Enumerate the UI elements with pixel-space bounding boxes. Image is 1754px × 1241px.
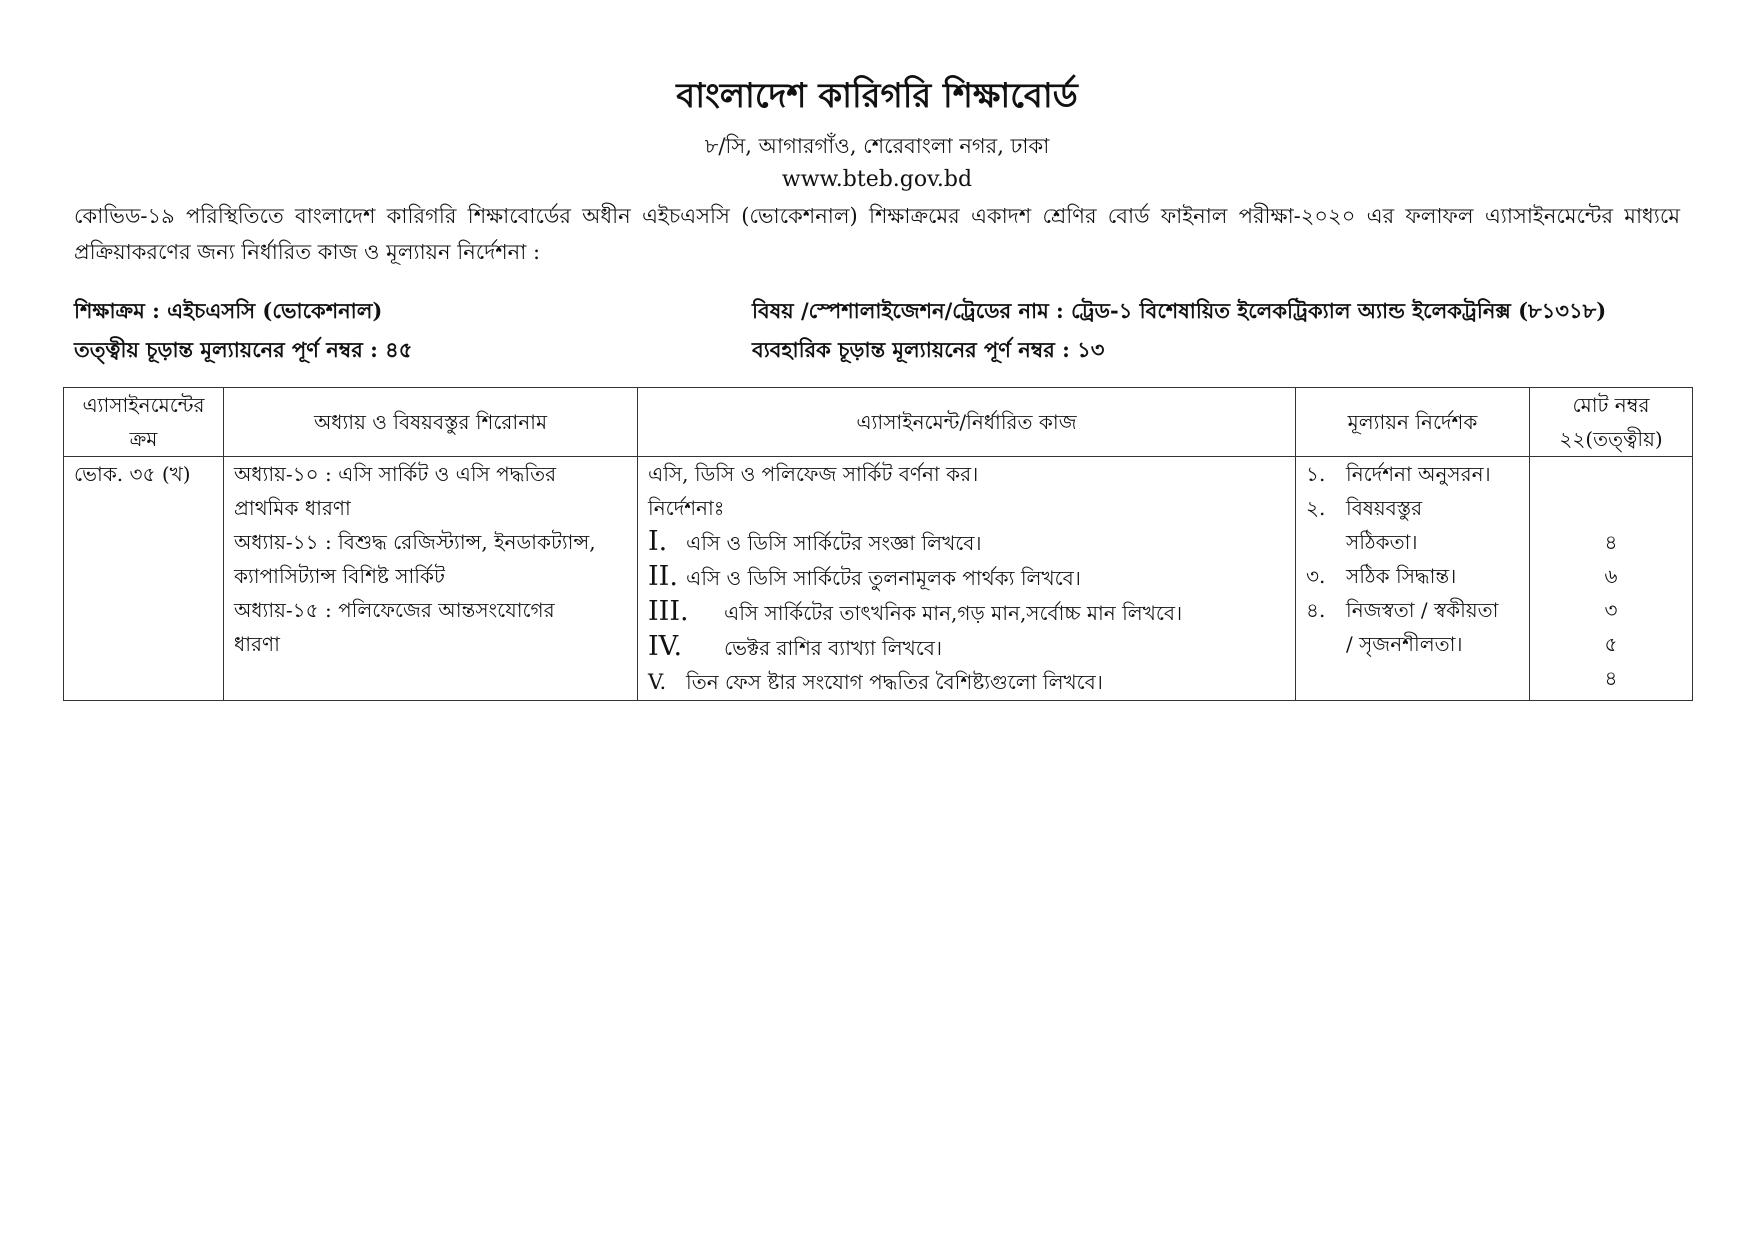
task-item [648,595,1285,630]
marks-spacer [1540,457,1682,525]
criteria-text [1346,457,1519,491]
criteria-item [1306,457,1519,491]
task-title: এসি, ডিসি ও পলিফেজ সার্কিট বর্ণনা কর। [648,462,979,486]
cell-serial: ভোক. ৩৫ (খ) [64,457,224,701]
header-task: এ্যাসাইনমেন্ট/নির্ধারিত কাজ [638,388,1296,457]
chapter-line: প্রাথমিক ধারণা [234,496,351,520]
criteria-text [1346,491,1519,559]
header-chapter: অধ্যায় ও বিষয়বস্তুর শিরোনাম [224,388,638,457]
chapter-line: ক্যাপাসিট্যান্স বিশিষ্ট সার্কিট [234,564,445,588]
task-item-number: III. [648,596,689,627]
marks-value: ৫ [1604,632,1618,656]
criteria-line: নিজস্বতা / স্বকীয়তা [1346,598,1499,622]
criteria-text [1346,559,1519,593]
board-website: www.bteb.gov.bd [781,167,973,192]
cell-criteria [1296,457,1530,701]
header-serial [64,388,224,457]
task-item [648,665,1285,699]
curriculum-label: শিক্ষাক্রম : এইচএসসি (ভোকেশনাল) [74,298,383,323]
chapter-line: অধ্যায়-১১ : বিশুদ্ধ রেজিস্ট্যান্স, ইনডাকট্যান্স, [234,530,596,554]
marks-value: ৩ [1604,598,1618,622]
theory-marks-label: তত্ত্বীয় চূড়ান্ত মূল্যায়নের পূর্ণ নম্বর : ৪৫ [74,337,413,362]
criteria-number: ৪. [1306,598,1326,622]
header-marks [1530,388,1693,457]
task-item-number: I. [648,526,668,557]
intro-paragraph: কোভিড-১৯ পরিস্থিতিতে বাংলাদেশ কারিগরি শিক্ষাবোর্ডের অধীন এইচএসসি (ভোকেশনাল) শিক্ষাক্রমের একাদশ শ্রেণির বোর্ড ফাইনাল পরীক্ষা-২০২০ এর ফলাফল এ্যাসাইনমেন্টের মাধ্যমে প্রক্রিয়াকরণের জন্য নির্ধারিত কাজ ও মূল্যায়ন নির্দেশনা : [74,204,1680,264]
cell-task [638,457,1296,701]
header-marks-line2: ২২(তত্ত্বীয়) [1559,427,1663,451]
header-criteria: মূল্যায়ন নির্দেশক [1296,388,1530,457]
task-item-text: ভেক্টর রাশির ব্যাখ্যা লিখবে। [724,636,943,660]
table-header-row [64,388,1693,457]
task-instruction-label: নির্দেশনাঃ [648,496,725,520]
criteria-number: ৩. [1306,564,1326,588]
criteria-line: বিষয়বস্তুর [1346,496,1423,520]
task-item-number: IV. [648,631,683,662]
criteria-line: সঠিক সিদ্ধান্ত। [1346,564,1457,588]
criteria-item [1306,593,1519,661]
task-item [648,560,1285,595]
cell-chapters [224,457,638,701]
header-serial-line1: এ্যাসাইনমেন্টের [82,393,205,417]
assignment-table [63,387,1693,701]
header-serial-line2: ক্রম [129,427,158,451]
header-marks-line1: মোট নম্বর [1572,393,1650,417]
marks-value: ৪ [1604,666,1618,690]
subject-label: বিষয় /স্পেশালাইজেশন/ট্রেডের নাম : ট্রেড-১ বিশেষায়িত ইলেকট্রিক্যাল অ্যান্ড ইলেকট্রনিক্স (৮১৩১৮) [752,298,1607,323]
criteria-line: নির্দেশনা অনুসরন। [1346,462,1491,486]
task-item-text: এসি ও ডিসি সার্কিটের তুলনামূলক পার্থক্য লিখবে। [686,566,1081,590]
practical-marks-label: ব্যবহারিক চূড়ান্ত মূল্যায়নের পূর্ণ নম্বর : ১৩ [752,337,1105,362]
criteria-item [1306,559,1519,593]
task-item [648,525,1285,560]
table-row [64,457,1693,701]
criteria-number: ১. [1306,462,1326,486]
task-item-text: এসি সার্কিটের তাৎখনিক মান,গড় মান,সর্বোচ্চ মান লিখবে। [724,601,1183,625]
task-item-number: II. [648,561,678,592]
marks-value: ৬ [1604,564,1618,588]
board-title: বাংলাদেশ কারিগরি শিক্ষাবোর্ড [676,76,1078,116]
marks-value: ৪ [1604,530,1618,554]
criteria-text [1346,593,1519,661]
criteria-line: সঠিকতা। [1346,530,1418,554]
task-item-number: V. [648,670,667,694]
task-item-text: তিন ফেস ষ্টার সংযোগ পদ্ধতির বৈশিষ্ট্যগুলো লিখবে। [686,670,1103,694]
criteria-number: ২. [1306,496,1326,520]
chapter-line: অধ্যায়-১০ : এসি সার্কিট ও এসি পদ্ধতির [234,462,557,486]
board-address: ৮/সি, আগারগাঁও, শেরেবাংলা নগর, ঢাকা [704,134,1050,158]
task-item-text: এসি ও ডিসি সার্কিটের সংজ্ঞা লিখবে। [686,531,982,555]
chapter-line: অধ্যায়-১৫ : পলিফেজের আন্তসংযোগের [234,598,555,622]
criteria-item [1306,491,1519,559]
cell-marks [1530,457,1693,701]
criteria-line: / সৃজনশীলতা। [1346,632,1463,656]
chapter-line: ধারণা [234,632,280,656]
task-item [648,630,1285,665]
